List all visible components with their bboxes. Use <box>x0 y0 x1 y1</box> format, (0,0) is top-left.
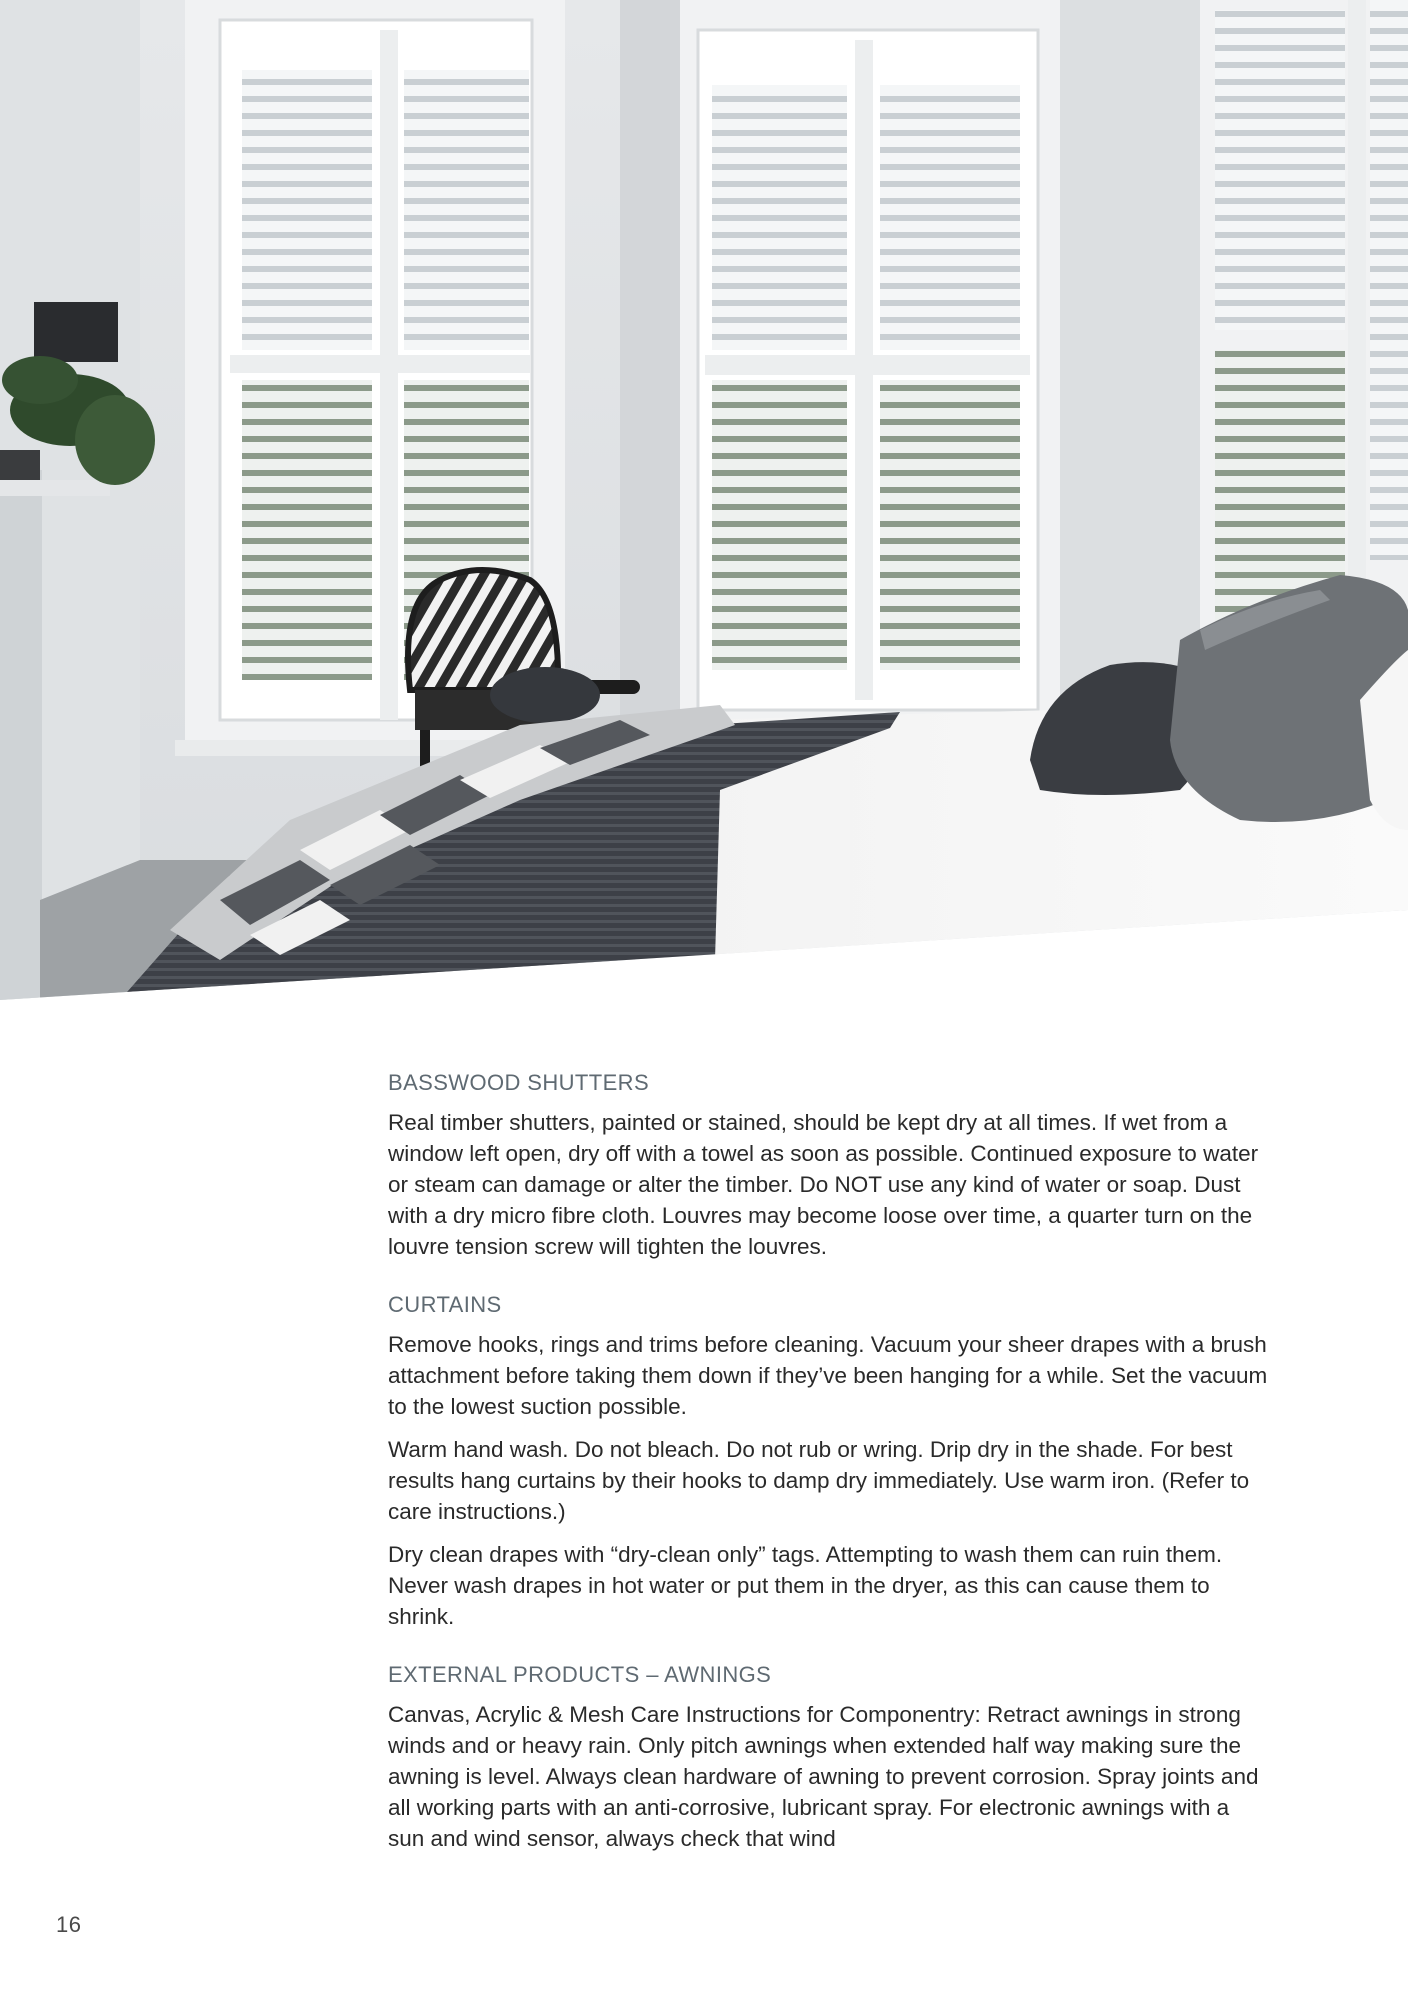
section-external-awnings <box>388 1660 1268 1854</box>
section-curtains <box>388 1290 1268 1632</box>
paragraph: Dry clean drapes with “dry-clean only” tags. Attempting to wash them can ruin them. Never wash drapes in hot water or put them in the dryer, as this can cause them to shrink. <box>388 1542 1223 1629</box>
section-heading: BASSWOOD SHUTTERS <box>388 1070 650 1095</box>
paragraph: Real timber shutters, painted or stained, should be kept dry at all times. If wet from a window left open, dry off with a towel as soon as possible. Continued exposure to water or steam can damage or alter the timber. Do NOT use any kind of water or soap. Dust with a dry micro fibre cloth. Louvres may become loose over time, a quarter turn on the louvre tension screw will tighten the louvres. <box>388 1110 1259 1259</box>
page-number: 16 <box>56 1912 82 1937</box>
section-heading: EXTERNAL PRODUCTS – AWNINGS <box>388 1662 772 1687</box>
care-instructions-text <box>388 1068 1268 1882</box>
paragraph: Canvas, Acrylic & Mesh Care Instructions for Componentry: Retract awnings in strong winds and or heavy rain. Only pitch awnings when extended half way making sure the awning is level. Always clean hardware of awning to prevent corrosion. Spray joints and all working parts with an anti-corrosive, lubricant spray. For electronic awnings with a sun and wind sensor, always check that wind <box>388 1702 1259 1851</box>
section-heading: CURTAINS <box>388 1292 502 1317</box>
paragraph: Warm hand wash. Do not bleach. Do not rub or wring. Drip dry in the shade. For best results hang curtains by their hooks to damp dry immediately. Use warm iron. (Refer to care instructions.) <box>388 1437 1250 1524</box>
paragraph: Remove hooks, rings and trims before cleaning. Vacuum your sheer drapes with a brush attachment before taking them down if they’ve been hanging for a while. Set the vacuum to the lowest suction possible. <box>388 1332 1268 1419</box>
section-basswood-shutters <box>388 1068 1268 1262</box>
